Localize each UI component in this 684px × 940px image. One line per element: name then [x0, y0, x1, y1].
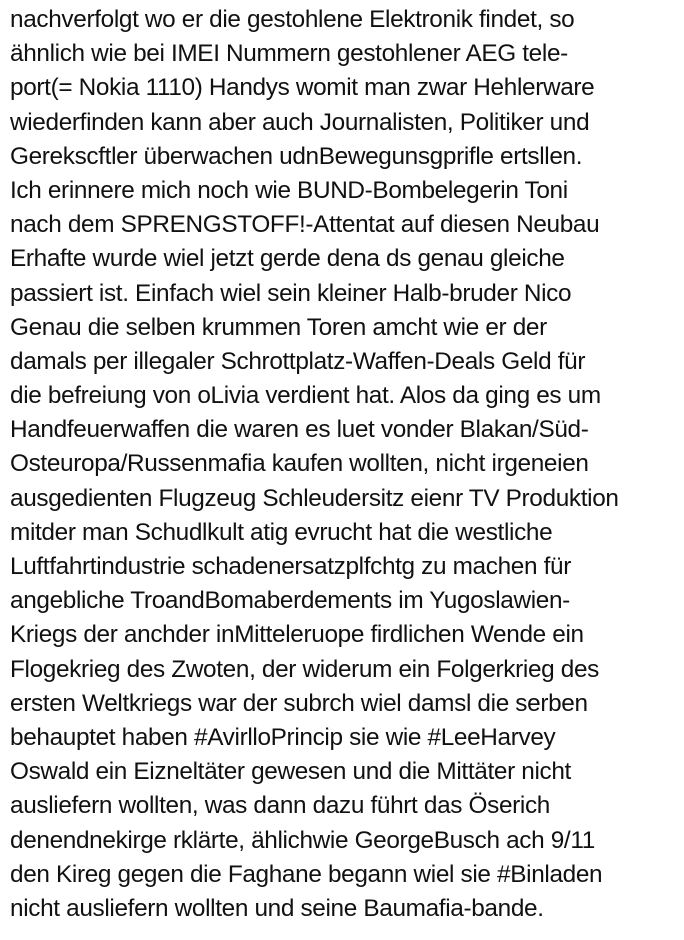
text-line: Osteuropa/Russenmafia kaufen wollten, nicht irgeneien — [10, 450, 589, 478]
text-line: Luftfahrtindustrie schadenersatzplfchtg zu machen für — [10, 553, 571, 580]
text-line: port(= Nokia 1110) Handys womit man zwar Hehlerware — [10, 74, 595, 102]
text-line: Genau die selben krummen Toren amcht wie er der — [10, 313, 547, 341]
text-line: ausgedienten Flugzeug Schleudersitz eienr TV Produktion — [10, 484, 619, 512]
text-line: Flogekrieg des Zwoten, der widerum ein Folgerkrieg des — [10, 655, 600, 683]
text-line: nicht ausliefern wollten und seine Baumafia-bande. — [10, 894, 544, 922]
text-line: nachverfolgt wo er die gestohlene Elektronik findet, so — [10, 6, 575, 33]
text-line: Ich erinnere mich noch wie BUND-Bombelegerin Toni — [10, 176, 568, 204]
text-line: Kriegs der anchder inMitteleruope firdlichen Wende ein — [10, 621, 584, 649]
text-line: ersten Weltkriegs war der subrch wiel damsl die serben — [10, 689, 588, 717]
text-line: wiederfinden kann aber auch Journalisten, Politiker und — [10, 108, 590, 136]
text-line: ähnlich wie bei IMEI Nummern gestohlener AEG tele- — [10, 40, 568, 68]
text-line: den Kireg gegen die Faghane begann wiel sie #Binladen — [10, 860, 603, 888]
text-line: damals per illegaler Schrottplatz-Waffen-Deals Geld für — [10, 347, 586, 375]
document-page — [10, 3, 682, 926]
text-line: Oswald ein Eizneltäter gewesen und die Mittäter nicht — [10, 758, 571, 786]
text-line: nach dem SPRENGSTOFF!-Attentat auf diesen Neubau — [10, 211, 600, 239]
text-line: Erhafte wurde wiel jetzt gerde dena ds genau gleiche — [10, 245, 565, 273]
text-line: behauptet haben #AvirlloPrincip sie wie #LeeHarvey — [10, 723, 556, 751]
text-line: Handfeuerwaffen die waren es luet vonder Blakan/Süd- — [10, 416, 589, 444]
text-line: die befreiung von oLivia verdient hat. Alos da ging es um — [10, 382, 601, 410]
text-line: passiert ist. Einfach wiel sein kleiner Halb-bruder Nico — [10, 279, 572, 307]
text-line: mitder man Schudlkult atig evrucht hat die westliche — [10, 518, 553, 546]
text-line: angebliche TroandBomaberdements im Yugoslawien- — [10, 587, 570, 615]
text-line: Gerekscftler überwachen udnBewegunsgprifle ertsllen. — [10, 142, 583, 170]
text-line: ausliefern wollten, was dann dazu führt das Öserich — [10, 792, 551, 820]
text-line: denendnekirge rklärte, ählichwie GeorgeBusch ach 9/11 — [10, 826, 595, 854]
